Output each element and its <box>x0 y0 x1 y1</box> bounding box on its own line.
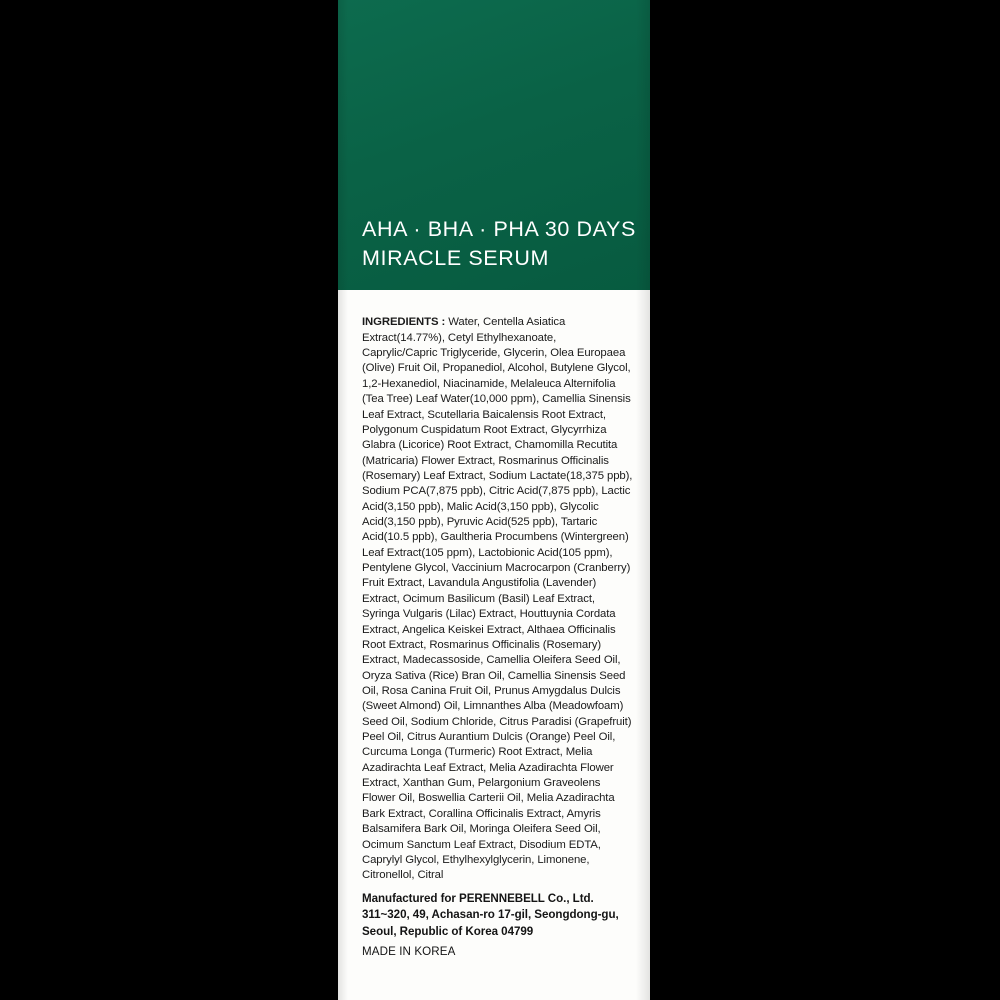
manufacturer-line-3: Seoul, Republic of Korea 04799 <box>362 924 534 938</box>
ingredients-label: INGREDIENTS : <box>362 316 446 329</box>
country-of-origin: MADE IN KOREA <box>362 945 456 958</box>
ingredients-paragraph <box>362 315 634 883</box>
product-title-line-2: MIRACLE SERUM <box>362 246 549 271</box>
manufacturer-address <box>362 891 638 940</box>
product-carton <box>338 0 650 1000</box>
green-header-panel <box>338 0 650 290</box>
manufacturer-line-2: 311~320, 49, Achasan-ro 17-gil, Seongdong-gu, <box>362 908 619 922</box>
ingredients-text: Water, Centella Asiatica Extract(14.77%), Cetyl Ethylhexanoate, Caprylic/Capric Triglyceride, Glycerin, Olea Europaea (Olive) Fruit Oil, Propanediol, Alcohol, Butylene Glycol, 1,2-Hexanediol, Niacinamide, Melaleuca Alternifolia (Tea Tree) Leaf Water(10,000 ppm), Camellia Sinensis Leaf Extract, Scutellaria Baicalensis Root Extract, Polygonum Cuspidatum Root Extract, Glycyrrhiza Glabra (Licorice) Root Extract, Chamomilla Recutita (Matricaria) Flower Extract, Rosmarinus Officinalis (Rosemary) Leaf Extract, Sodium Lactate(18,375 ppb), Sodium PCA(7,875 ppb), Citric Acid(7,875 ppb), Lactic Acid(3,150 ppb), Malic Acid(3,150 ppb), Glycolic Acid(3,150 ppb), Pyruvic Acid(525 ppb), Tartaric Acid(10.5 ppb), Gaultheria Procumbens (Wintergreen) Leaf Extract(105 ppm), Lactobionic Acid(105 ppm), Pentylene Glycol, Vaccinium Macrocarpon (Cranberry) Fruit Extract, Lavandula Angustifolia (Lavender) Extract, Ocimum Basilicum (Basil) Leaf Extract, Syringa Vulgaris (Lilac) Extract, Houttuynia Cordata Extract, Angelica Keiskei Extract, Althaea Officinalis Root Extract, Rosmarinus Officinalis (Rosemary) Extract, Madecassoside, Camellia Oleifera Seed Oil, Oryza Sativa (Rice) Bran Oil, Camellia Sinensis Seed Oil, Rosa Canina Fruit Oil, Prunus Amygdalus Dulcis (Sweet Almond) Oil, Limnanthes Alba (Meadowfoam) Seed Oil, Sodium Chloride, Citrus Paradisi (Grapefruit) Peel Oil, Citrus Aurantium Dulcis (Orange) Peel Oil, Curcuma Longa (Turmeric) Root Extract, Melia Azadirachta Leaf Extract, Melia Azadirachta Flower Extract, Xanthan Gum, Pelargonium Graveolens Flower Oil, Boswellia Carterii Oil, Melia Azadirachta Bark Extract, Corallina Officinalis Extract, Amyris Balsamifera Bark Oil, Moringa Oleifera Seed Oil, Ocimum Sanctum Leaf Extract, Disodium EDTA, Caprylyl Glycol, Ethylhexylglycerin, Limonene, Citronellol, Citral <box>362 316 633 882</box>
manufacturer-line-1: Manufactured for PERENNEBELL Co., Ltd. <box>362 892 594 905</box>
product-title-line-1: AHA · BHA · PHA 30 DAYS <box>362 216 636 241</box>
white-info-panel <box>338 290 650 1000</box>
product-title <box>362 215 636 274</box>
